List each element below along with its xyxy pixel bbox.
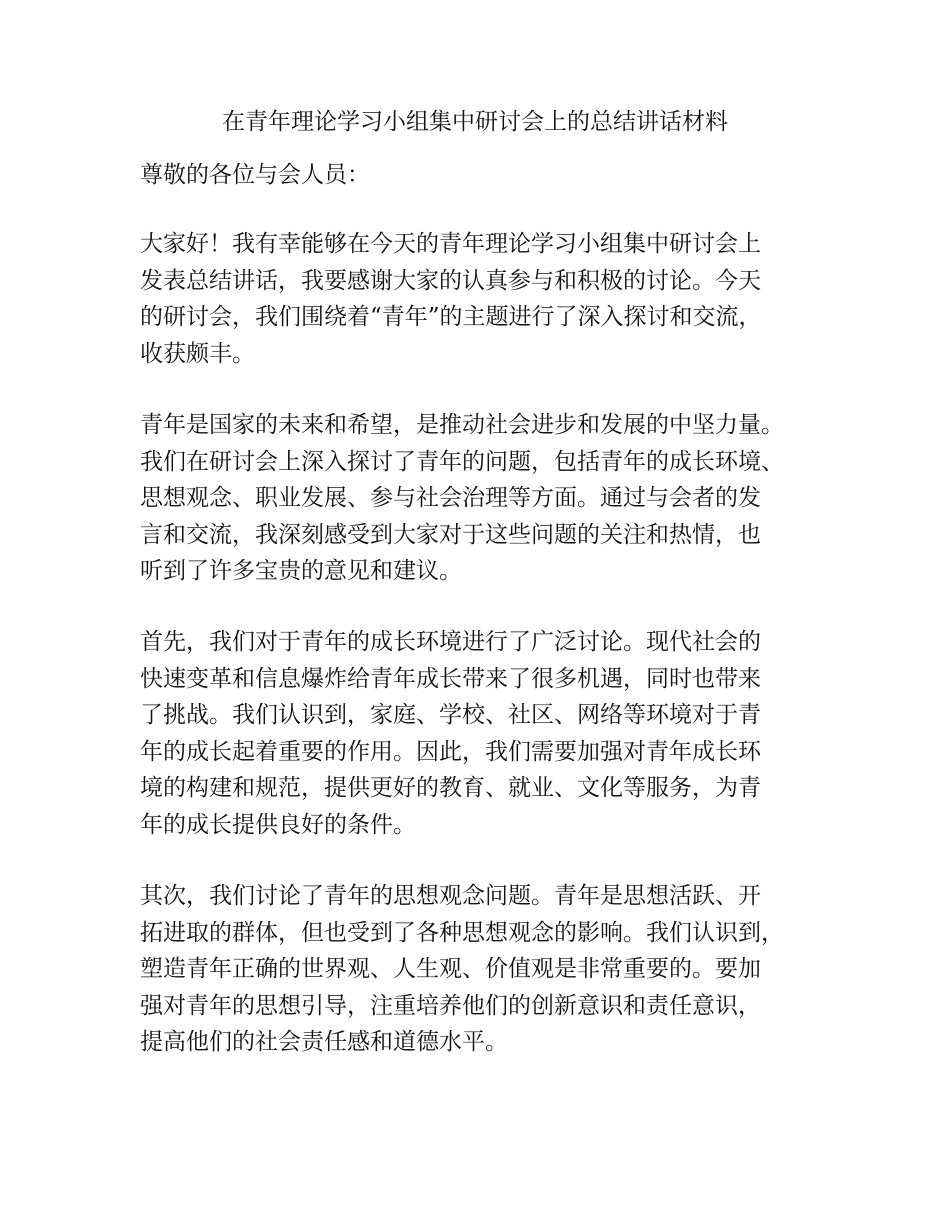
paragraph-line: 提高他们的社会责任感和道德水平。 xyxy=(140,1029,508,1055)
paragraph-line: 发表总结讲话，我要感谢大家的认真参与和积极的讨论。今天 xyxy=(140,267,761,294)
paragraph-line: 境的构建和规范，提供更好的教育、就业、文化等服务，为青 xyxy=(140,775,761,801)
paragraph-ideology xyxy=(140,878,830,1061)
paragraph-line: 我们在研讨会上深入探讨了青年的问题，包括青年的成长环境、 xyxy=(140,448,784,475)
paragraph-line: 拓进取的群体，但也受到了各种思想观念的影响。我们认识到， xyxy=(140,919,784,946)
paragraph-line: 年的成长起着重要的作用。因此，我们需要加强对青年成长环 xyxy=(140,738,761,765)
paragraph-line: 收获颇丰。 xyxy=(140,340,255,367)
paragraph-line: 的研讨会，我们围绕着“青年”的主题进行了深入探讨和交流， xyxy=(140,304,762,330)
paragraph-line: 年的成长提供良好的条件。 xyxy=(140,811,416,838)
paragraph-line: 大家好！我有幸能够在今天的青年理论学习小组集中研讨会上 xyxy=(140,231,761,257)
paragraph-line: 思想观念、职业发展、参与社会治理等方面。通过与会者的发 xyxy=(140,485,761,511)
paragraph-line: 青年是国家的未来和希望，是推动社会进步和发展的中坚力量。 xyxy=(140,412,784,438)
paragraph-line: 强对青年的思想引导，注重培养他们的创新意识和责任意识， xyxy=(140,992,761,1019)
salutation: 尊敬的各位与会人员： xyxy=(140,162,370,188)
paragraph-line: 言和交流，我深刻感受到大家对于这些问题的关注和热情，也 xyxy=(140,521,761,548)
document-title: 在青年理论学习小组集中研讨会上的总结讲话材料 xyxy=(222,109,728,135)
paragraph-opening xyxy=(140,226,830,372)
paragraph-line: 塑造青年正确的世界观、人生观、价值观是非常重要的。要加 xyxy=(140,956,761,982)
paragraph-youth-role xyxy=(140,407,830,590)
paragraph-line: 听到了许多宝贵的意见和建议。 xyxy=(140,558,462,584)
paragraph-line: 快速变革和信息爆炸给青年成长带来了很多机遇，同时也带来 xyxy=(140,665,761,692)
paragraph-line: 了挑战。我们认识到，家庭、学校、社区、网络等环境对于青 xyxy=(140,702,761,728)
paragraph-growth-environment xyxy=(140,624,830,843)
paragraph-line: 其次，我们讨论了青年的思想观念问题。青年是思想活跃、开 xyxy=(140,883,761,909)
paragraph-line: 首先，我们对于青年的成长环境进行了广泛讨论。现代社会的 xyxy=(140,629,761,655)
